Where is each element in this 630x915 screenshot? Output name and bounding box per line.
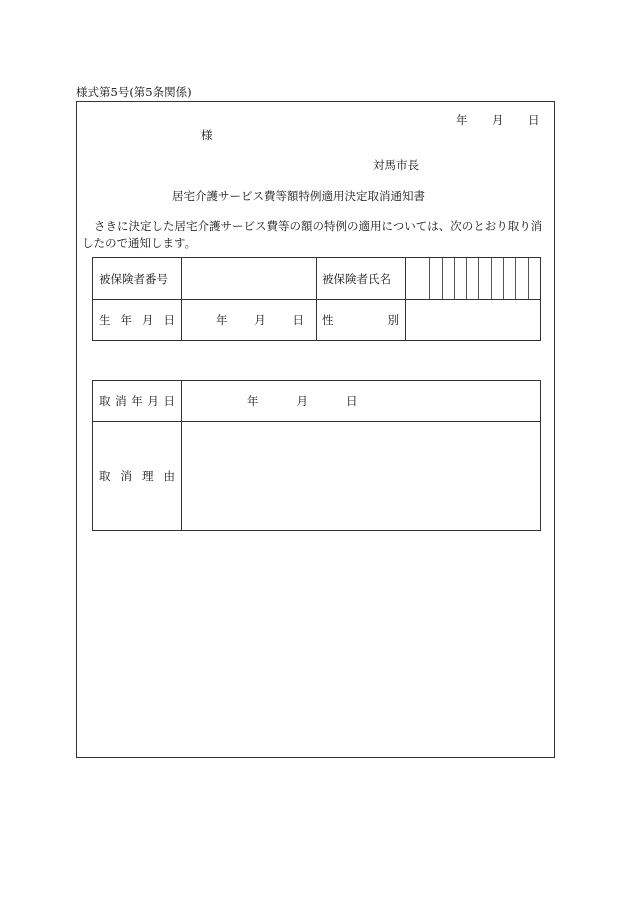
birthdate-label [93, 312, 181, 328]
sex-field[interactable] [406, 300, 541, 341]
issuer-name: 対馬市長 [373, 158, 419, 172]
birthdate-year-unit: 年 [216, 313, 228, 327]
birthdate-day-unit: 日 [292, 313, 304, 327]
birthdate-month-unit: 月 [254, 313, 266, 327]
document-title: 居宅介護サービス費等額特例適用決定取消通知書 [172, 189, 425, 203]
name-char-box [430, 258, 442, 299]
name-char-box [467, 258, 479, 299]
insured-number-label-cell [93, 258, 182, 300]
form-number-label: 様式第5号(第5条関係) [76, 85, 192, 99]
sex-label [317, 312, 405, 328]
cancel-reason-label-char: 取 [99, 469, 111, 483]
cancel-reason-label-char: 由 [163, 469, 175, 483]
cancel-date-label-cell [93, 381, 182, 422]
body-text: さきに決定した居宅介護サービス費等の額の特例の適用については、次のとおり取り消したので通知します。 [82, 219, 543, 250]
name-char-box [455, 258, 467, 299]
name-char-box [529, 258, 540, 299]
name-char-box [492, 258, 504, 299]
name-char-box [418, 258, 430, 299]
birthdate-label-char: 日 [163, 313, 175, 327]
name-char-boxes [418, 258, 540, 299]
cancel-date-label-char: 取 [99, 394, 111, 408]
issue-date-day: 日 [528, 113, 540, 127]
body-paragraph [82, 218, 552, 252]
birthdate-label-char: 年 [120, 313, 132, 327]
addressee-suffix: 様 [201, 128, 213, 142]
cancel-date-month-unit: 月 [296, 394, 308, 408]
name-char-box [443, 258, 455, 299]
birthdate-label-char: 月 [142, 313, 154, 327]
cancel-date-year-unit: 年 [247, 394, 259, 408]
insured-name-label: 被保険者氏名 [322, 271, 391, 286]
cancel-date-field[interactable] [182, 381, 541, 422]
cancel-date-label-char: 年 [131, 394, 143, 408]
cancellation-table [92, 380, 541, 531]
issue-date-year: 年 [456, 113, 468, 127]
insured-number-label: 被保険者番号 [99, 271, 168, 286]
name-char-box [504, 258, 516, 299]
cancel-date-label-char: 月 [147, 394, 159, 408]
cancel-reason-field[interactable] [182, 422, 541, 531]
cancel-reason-label [93, 468, 181, 484]
insured-info-table [92, 257, 541, 341]
cancel-date-label-char: 消 [115, 394, 127, 408]
issue-date-month: 月 [492, 113, 504, 127]
birthdate-label-cell [93, 300, 182, 341]
sex-label-cell [317, 300, 406, 341]
sex-label-char: 性 [322, 313, 334, 327]
birthdate-label-char: 生 [99, 313, 111, 327]
sex-label-char: 別 [387, 313, 399, 327]
birthdate-field[interactable] [182, 300, 317, 341]
insured-name-field[interactable] [406, 258, 541, 300]
cancel-date-label [93, 393, 181, 409]
cancel-date-label-char: 日 [163, 394, 175, 408]
cancel-reason-label-cell [93, 422, 182, 531]
name-char-box [479, 258, 491, 299]
name-char-box [516, 258, 528, 299]
cancel-date-day-unit: 日 [346, 394, 358, 408]
cancel-reason-label-char: 理 [142, 469, 154, 483]
insured-number-field[interactable] [182, 258, 317, 300]
insured-name-label-cell [317, 258, 406, 300]
cancel-reason-label-char: 消 [120, 469, 132, 483]
